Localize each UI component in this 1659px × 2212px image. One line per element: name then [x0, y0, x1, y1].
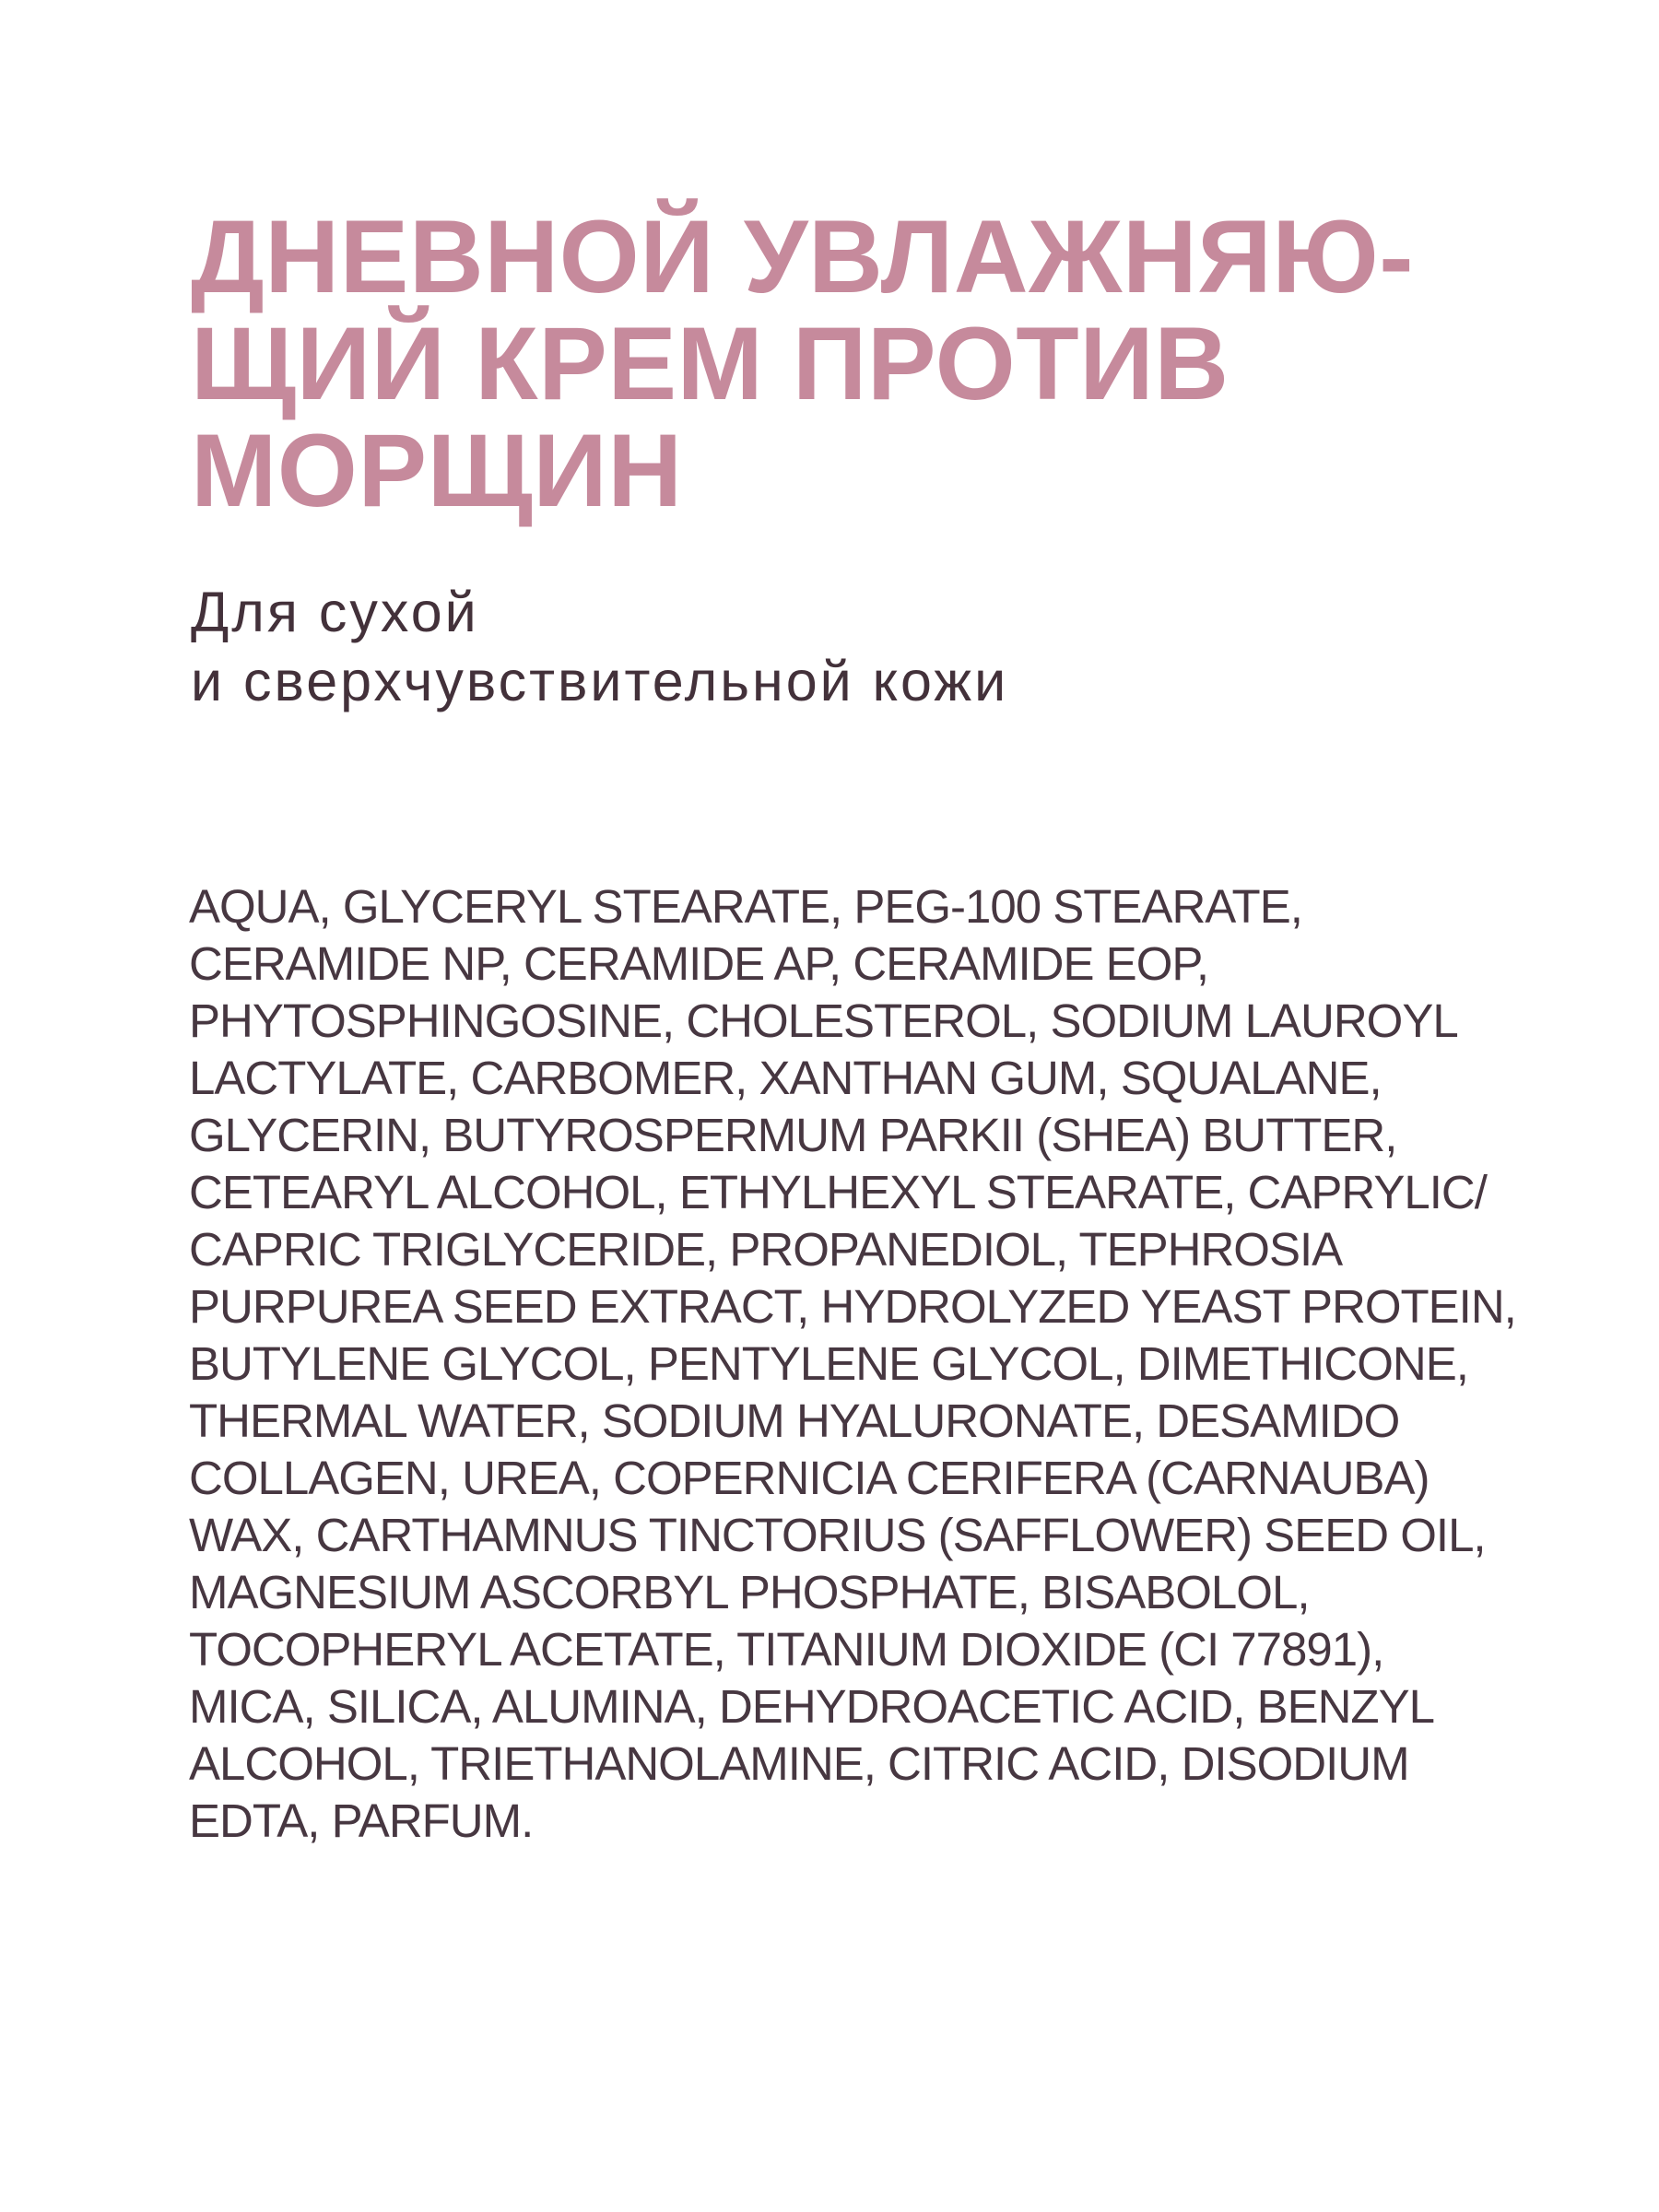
ingredients-line: TOCOPHERYL ACETATE, TITANIUM DIOXIDE (CI 77891), — [189, 1623, 1384, 1676]
ingredients-line: CERAMIDE NP, CERAMIDE AP, CERAMIDE EOP, — [189, 937, 1208, 990]
ingredients-line: AQUA, GLYCERYL STEARATE, PEG-100 STEARATE, — [189, 880, 1302, 933]
ingredients-line: BUTYLENE GLYCOL, PENTYLENE GLYCOL, DIMETHICONE, — [189, 1337, 1468, 1390]
ingredients-line: THERMAL WATER, SODIUM HYALURONATE, DESAMIDO — [189, 1394, 1400, 1447]
product-title — [191, 199, 1415, 528]
skin-type-subtitle — [191, 578, 1008, 716]
ingredients-line: GLYCERIN, BUTYROSPERMUM PARKII (SHEA) BUTTER, — [189, 1109, 1397, 1161]
ingredients-line: MICA, SILICA, ALUMINA, DEHYDROACETIC ACID, BENZYL — [189, 1680, 1434, 1733]
ingredients-list — [189, 878, 1516, 1850]
ingredients-line: CAPRIC TRIGLYCERIDE, PROPANEDIOL, TEPHROSIA — [189, 1223, 1343, 1276]
ingredients-line: WAX, CARTHAMNUS TINCTORIUS (SAFFLOWER) SEED OIL, — [189, 1509, 1486, 1561]
product-title-line: ДНЕВНОЙ УВЛАЖНЯЮ- — [191, 199, 1415, 314]
product-title-line: МОРЩИН — [191, 413, 683, 528]
ingredients-line: EDTA, PARFUM. — [189, 1794, 534, 1847]
ingredients-line: PURPUREA SEED EXTRACT, HYDROLYZED YEAST PROTEIN, — [189, 1280, 1516, 1333]
ingredients-line: LACTYLATE, CARBOMER, XANTHAN GUM, SQUALANE, — [189, 1052, 1382, 1104]
ingredients-line: PHYTOSPHINGOSINE, CHOLESTEROL, SODIUM LAUROYL — [189, 994, 1458, 1047]
skin-type-subtitle-line: и сверхчувствительной кожи — [191, 650, 1009, 712]
ingredients-line: COLLAGEN, UREA, COPERNICIA CERIFERA (CARNAUBA) — [189, 1452, 1430, 1504]
skin-type-subtitle-line: Для сухой — [191, 581, 479, 643]
ingredients-line: MAGNESIUM ASCORBYL PHOSPHATE, BISABOLOL, — [189, 1566, 1310, 1618]
ingredients-line: CETEARYL ALCOHOL, ETHYLHEXYL STEARATE, CAPRYLIC/ — [189, 1166, 1487, 1218]
ingredients-line: ALCOHOL, TRIETHANOLAMINE, CITRIC ACID, DISODIUM — [189, 1737, 1409, 1790]
product-title-line: ЩИЙ КРЕМ ПРОТИВ — [191, 306, 1230, 421]
